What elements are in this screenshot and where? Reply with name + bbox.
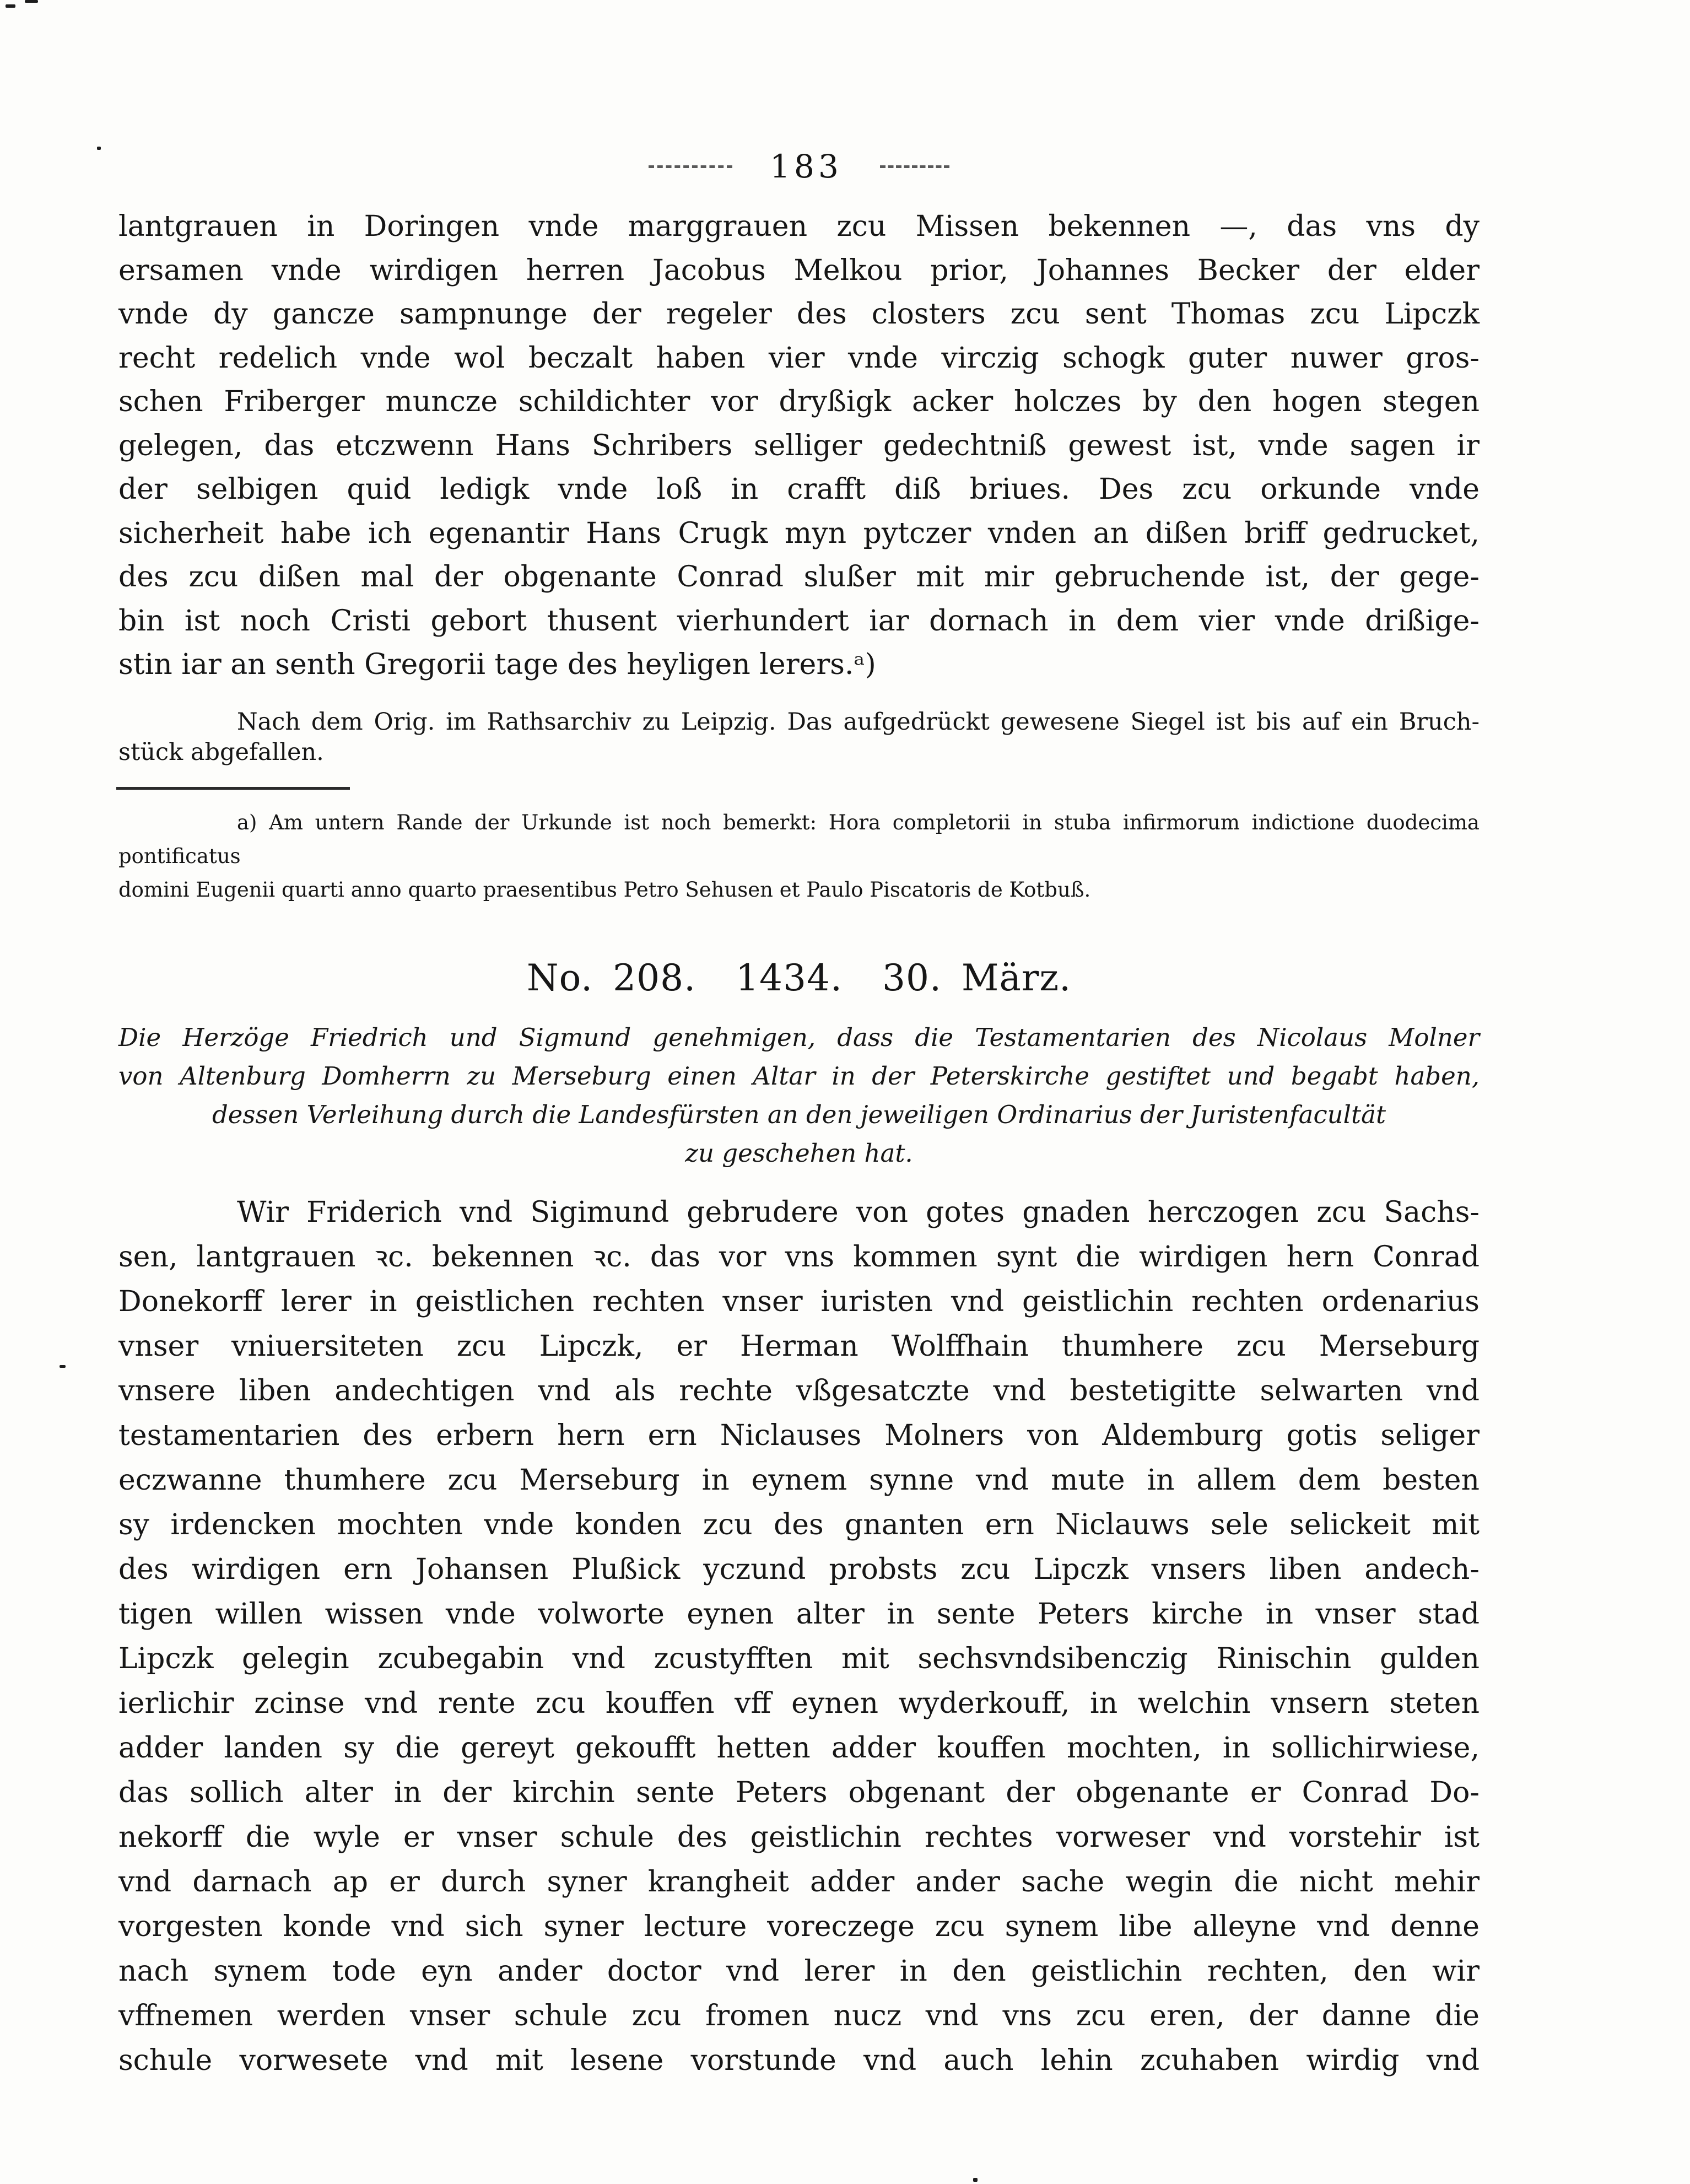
header-dash-left bbox=[649, 165, 732, 168]
text-line: a) Am untern Rande der Urkunde ist noch bemerkt: Hora completorii in stuba infirmorum indictione duodecima pontificatus bbox=[118, 811, 1480, 868]
entry-body-text bbox=[118, 1190, 1480, 2083]
text-line: schen Friberger muncze schildichter vor dryßigk acker holczes by den hogen stegen bbox=[118, 385, 1480, 418]
text-line: des wirdigen ern Johansen Plußick yczund probsts zcu Lipczk vnsers liben andech- bbox=[118, 1553, 1480, 1586]
text-line: dessen Verleihung durch die Landesfürsten an den jeweiligen Ordinarius der Juristenfacultät bbox=[212, 1100, 1386, 1129]
text-line: ierlichir zcinse vnd rente zcu kouffen vff eynen wyderkouff, in welchin vnsern steten bbox=[118, 1687, 1480, 1720]
text-line: sicherheit habe ich egenantir Hans Crugk myn pytczer vnden an dißen briff gedrucket, bbox=[118, 516, 1480, 550]
text-line: vnd darnach ap er durch syner krangheit adder ander sache wegin die nicht mehir bbox=[118, 1865, 1480, 1899]
text-line: sen, lantgrauen ꝛc. bekennen ꝛc. das vor vns kommen synt die wirdigen hern Conrad bbox=[118, 1241, 1480, 1274]
entry-heading: No. 208. 1434. 30. März. bbox=[526, 957, 1072, 999]
scan-speck bbox=[25, 0, 38, 3]
text-line: vnser vniuersiteten zcu Lipczk, er Herman Wolffhain thumhere zcu Merseburg bbox=[118, 1330, 1480, 1363]
text-line: Donekorff lerer in geistlichen rechten vnser iuristen vnd geistlichin rechten ordenarius bbox=[118, 1285, 1480, 1318]
text-line: vnsere liben andechtigen vnd als rechte vßgesatczte vnd bestetigitte selwarten vnd bbox=[118, 1374, 1480, 1408]
scan-speck bbox=[97, 147, 101, 150]
text-line: gelegen, das etczwenn Hans Schribers selliger gedechtniß gewest ist, vnde sagen ir bbox=[118, 429, 1480, 462]
text-line: von Altenburg Domherrn zu Merseburg einen Altar in der Peterskirche gestiftet und begabt haben, bbox=[118, 1061, 1480, 1091]
footnote-rule bbox=[116, 787, 350, 790]
previous-entry-text bbox=[118, 205, 1480, 687]
scan-speck bbox=[6, 4, 15, 8]
text-line: vorgesten konde vnd sich syner lecture voreczege zcu synem libe alleyne vnd denne bbox=[118, 1910, 1480, 1943]
text-line: der selbigen quid ledigk vnde loß in crafft diß briues. Des zcu orkunde vnde bbox=[118, 473, 1480, 506]
footnote bbox=[118, 806, 1480, 907]
text-line: recht redelich vnde wol beczalt haben vier vnde virczig schogk guter nuwer gros- bbox=[118, 341, 1480, 375]
running-header bbox=[118, 150, 1480, 183]
text-line: domini Eugenii quarti anno quarto praesentibus Petro Sehusen et Paulo Piscatoris de Kotbuß. bbox=[118, 878, 1091, 902]
entry-summary bbox=[118, 1018, 1480, 1173]
text-line: schule vorwesete vnd mit lesene vorstunde vnd auch lehin zcuhaben wirdig vnd bbox=[118, 2044, 1480, 2077]
text-line: nekorff die wyle er vnser schule des geistlichin rechtes vorweser vnd vorstehir ist bbox=[118, 1821, 1480, 1854]
text-line: lantgrauen in Doringen vnde marggrauen zcu Missen bekennen —, das vns dy bbox=[118, 210, 1480, 243]
text-line: Wir Friderich vnd Sigimund gebrudere von gotes gnaden herczogen zcu Sachs- bbox=[237, 1196, 1480, 1229]
text-line: testamentarien des erbern hern ern Niclauses Molners von Aldemburg gotis seliger bbox=[118, 1419, 1480, 1452]
scan-speck bbox=[973, 2178, 978, 2182]
text-line: das sollich alter in der kirchin sente Peters obgenant der obgenante er Conrad Do- bbox=[118, 1776, 1480, 1809]
text-line: eczwanne thumhere zcu Merseburg in eynem synne vnd mute in allem dem besten bbox=[118, 1464, 1480, 1497]
text-line: nach synem tode eyn ander doctor vnd lerer in den geistlichin rechten, den wir bbox=[118, 1955, 1480, 1988]
text-line: adder landen sy die gereyt gekoufft hetten adder kouffen mochten, in sollichirwiese, bbox=[118, 1732, 1480, 1765]
text-line: Nach dem Orig. im Rathsarchiv zu Leipzig. Das aufgedrückt gewesene Siegel ist bis auf ein Bruch- bbox=[237, 708, 1480, 736]
text-line: ersamen vnde wirdigen herren Jacobus Melkou prior, Johannes Becker der elder bbox=[118, 254, 1480, 287]
scan-speck bbox=[60, 1365, 66, 1368]
text-line: sy irdencken mochten vnde konden zcu des gnanten ern Niclauws sele selickeit mit bbox=[118, 1508, 1480, 1541]
source-note bbox=[118, 707, 1480, 768]
text-line: tigen willen wissen vnde volworte eynen alter in sente Peters kirche in vnser stad bbox=[118, 1598, 1480, 1631]
header-dash-right bbox=[880, 165, 949, 168]
text-line: Die Herzöge Friedrich und Sigmund genehmigen, dass die Testamentarien des Nicolaus Molner bbox=[118, 1023, 1480, 1052]
text-line: stin iar an senth Gregorii tage des heyligen lerers.ᵃ) bbox=[118, 648, 876, 681]
text-line: bin ist noch Cristi gebort thusent vierhundert iar dornach in dem vier vnde drißige- bbox=[118, 604, 1480, 638]
text-line: zu geschehen hat. bbox=[685, 1139, 913, 1168]
page-number: 183 bbox=[770, 148, 843, 185]
text-line: vnde dy gancze sampnunge der regeler des closters zcu sent Thomas zcu Lipczk bbox=[118, 298, 1480, 331]
text-line: des zcu dißen mal der obgenante Conrad slußer mit mir gebruchende ist, der gege- bbox=[118, 560, 1480, 594]
text-line: stück abgefallen. bbox=[118, 738, 324, 766]
text-line: vffnemen werden vnser schule zcu fromen nucz vnd vns zcu eren, der danne die bbox=[118, 1999, 1480, 2032]
text-line: Lipczk gelegin zcubegabin vnd zcustyfften mit sechsvndsibenczig Rinischin gulden bbox=[118, 1642, 1480, 1675]
